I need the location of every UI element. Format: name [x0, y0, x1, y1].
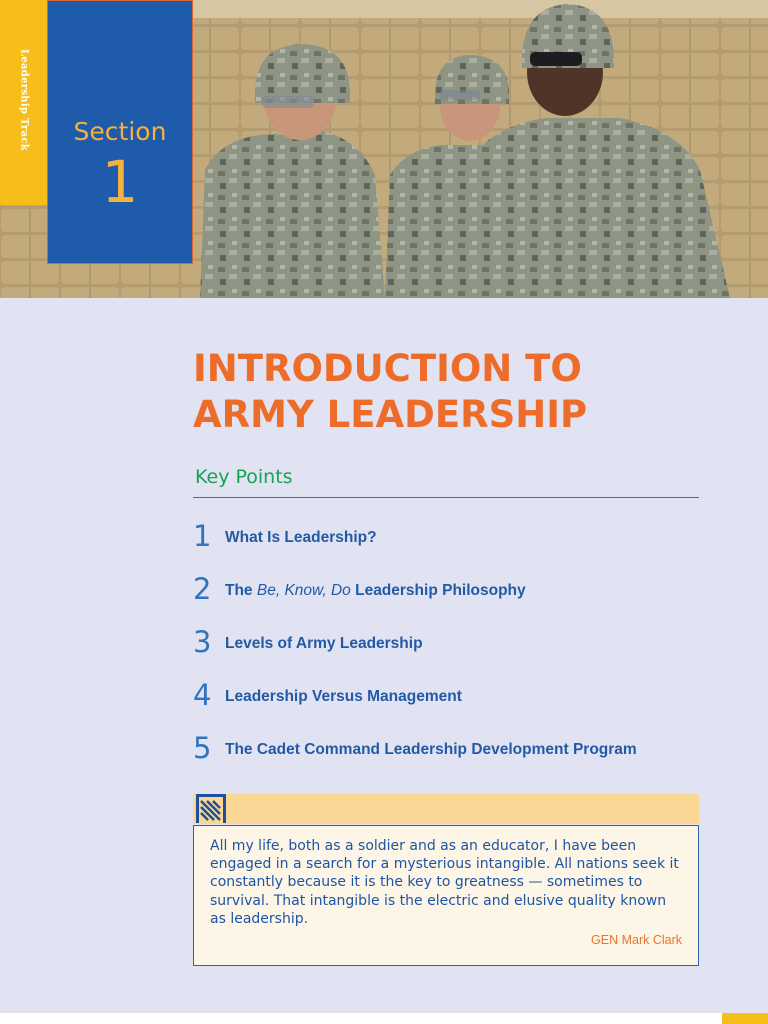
- key-point-item: [193, 728, 713, 781]
- chapter-title-line-1: INTRODUCTION TO: [193, 347, 582, 390]
- key-point-item: [193, 675, 713, 728]
- key-point-number: 3: [193, 625, 212, 659]
- section-label: Section: [73, 117, 167, 146]
- key-point-text: The Cadet Command Leadership Development Program: [225, 741, 637, 758]
- key-point-number: 5: [193, 731, 212, 765]
- key-point-text-prefix: The: [225, 582, 257, 599]
- quote-attribution: GEN Mark Clark: [591, 933, 682, 947]
- quote-box: [193, 825, 699, 966]
- chapter-title: [193, 346, 733, 438]
- key-point-number: 1: [193, 519, 212, 553]
- quote-text: All my life, both as a soldier and as an educator, I have been engaged in a search for a mysterious intangible. All nations seek it constantly because it is the key to greatness — sometimes to survival. That intangible is the electric and elusive quality known as leadership.: [210, 838, 679, 927]
- section-number: 1: [101, 148, 139, 216]
- key-points-divider: [193, 497, 699, 498]
- key-point-text-suffix: Leadership Philosophy: [350, 582, 526, 599]
- key-points-heading: Key Points: [195, 466, 293, 488]
- key-points-list: [193, 516, 713, 781]
- key-point-number: 2: [193, 572, 212, 606]
- quote-stripes-icon: [196, 794, 226, 823]
- key-point-text: Levels of Army Leadership: [225, 635, 423, 652]
- key-point-number: 4: [193, 678, 212, 712]
- key-point-text-italic: Be, Know, Do: [256, 582, 351, 599]
- key-point-text: Leadership Versus Management: [225, 688, 462, 705]
- key-point-item: [193, 569, 713, 622]
- key-point-item: [193, 622, 713, 675]
- quote-header-bar: [193, 794, 699, 824]
- key-point-item: [193, 516, 713, 569]
- key-point-text: [225, 582, 526, 600]
- section-box: [47, 0, 193, 264]
- bottom-band: [0, 1013, 768, 1024]
- key-point-text: What Is Leadership?: [225, 529, 377, 546]
- chapter-title-line-2: ARMY LEADERSHIP: [193, 393, 588, 436]
- leadership-track-tab: [0, 0, 47, 205]
- bottom-corner-tab: [722, 1013, 768, 1024]
- side-tab-label: Leadership Track: [18, 49, 30, 151]
